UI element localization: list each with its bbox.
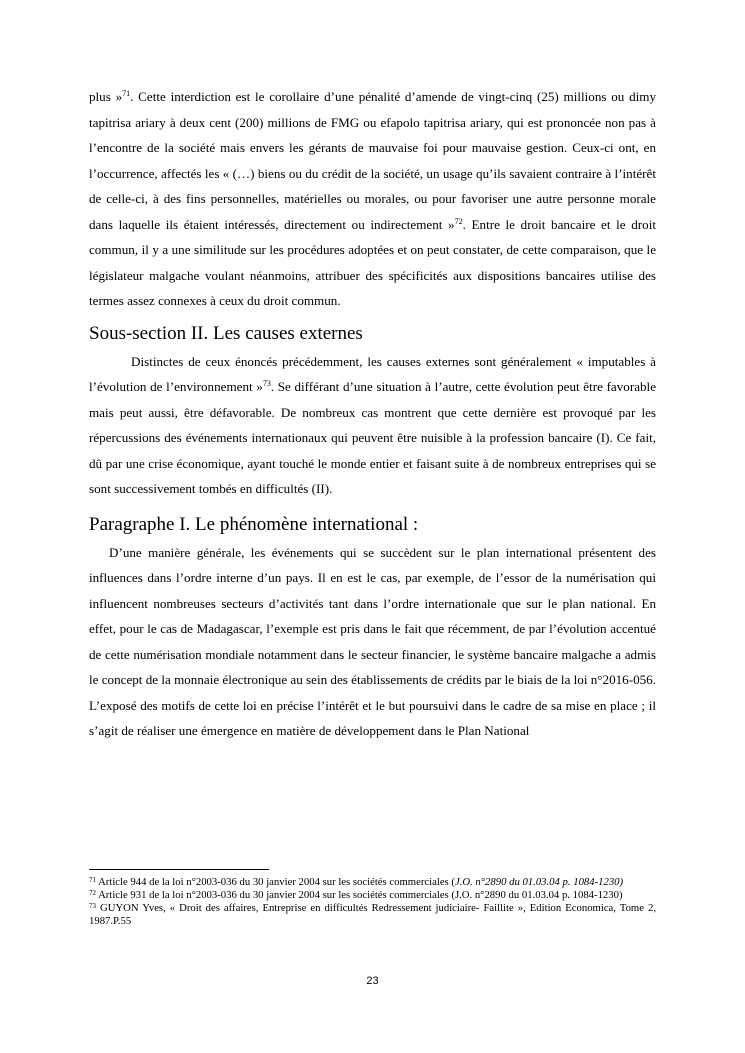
- footnote-ref-73[interactable]: 73: [262, 379, 271, 388]
- page-body: [89, 84, 656, 744]
- paragraph-1-text-b: . Cette interdiction est le corollaire d’une pénalité d’amende de vingt-cinq (25) millions ou dimy tapitrisa ariary à deux cent (200) millions de FMG ou efapolo tapitrisa ariary, qui est prononcée non pas à l’encontre de la société mais envers les gérants de mauvaise foi pour mauvaise gestion. Ceux-ci ont, en l’occurrence, affectés les « (…) biens ou du crédit de la société, un usage qu’ils savaient contraire à l’intérêt de celle-ci, à des fins personnelles, matérielles ou morales, ou pour favoriser une autre personne morale dans laquelle ils étaient intéressés, directement ou indirectement »: [89, 89, 656, 232]
- footnote-text: Article 944 de la loi n°2003-036 du 30 janvier 2004 sur les sociétés commerciales (: [96, 876, 455, 888]
- paragraph-1: [89, 84, 656, 314]
- page-number: 23: [366, 975, 379, 987]
- paragraph-2: [89, 349, 656, 502]
- heading-paragraphe: Paragraphe I. Le phénomène international :: [89, 513, 419, 535]
- paragraph-2-text-b: . Se différant d’une situation à l’autre, cette évolution peut être favorable mais peut aussi, être défavorable. De nombreux cas montrent que cette dernière est provoqué par les répercussions des événements internationaux qui peuvent être nuisible à la profession bancaire (I). Ce fait, dû par une crise économique, ayant touché le monde entier et faisant suite à de nombreux entreprises qui se sont successivement tombés en difficultés (II).: [89, 379, 656, 496]
- footnotes: [89, 876, 656, 928]
- footnote-number: 71: [89, 876, 96, 884]
- footnote-text: GUYON Yves, « Droit des affaires, Entreprise en difficultés Redressement judiciaire- Faillite », Edition Economica, Tome 2, 1987.P.55: [89, 902, 656, 927]
- footnote-71: [89, 876, 656, 889]
- footnote-number: 72: [89, 889, 96, 897]
- heading-sous-section: Sous-section II. Les causes externes: [89, 322, 363, 344]
- paragraph-3: D’une manière générale, les événements qui se succèdent sur le plan international présentent des influences dans l’ordre interne d’un pays. Il en est le cas, par exemple, de l’essor de la numérisation qui influencent nombreuses secteurs d’activités tant dans l’ordre internationale que sur le plan national. En effet, pour le cas de Madagascar, l’exemple est pris dans le fait que récemment, de par l’évolution accentué de cette numérisation mondiale notamment dans le secteur financier, le système bancaire malgache a admis le concept de la monnaie électronique au sein des établissements de crédits par le biais de la loi n°2016-056. L’exposé des motifs de cette loi en précise l’intérêt et le but poursuivi dans le cadre de sa mise en place ; il s’agit de réaliser une émergence en matière de développement dans le Plan National: [89, 544, 656, 738]
- footnote-ref-72[interactable]: 72: [454, 216, 463, 226]
- paragraph-1-text-a: plus »: [89, 89, 123, 104]
- footnote-ref-71[interactable]: 71: [122, 89, 131, 98]
- footnote-73: [89, 902, 656, 928]
- paragraph-2-text-a: Distinctes de ceux énoncés précédemment, les causes externes sont généralement « imputables à l’évolution de l’environnement »: [89, 353, 656, 394]
- footnote-separator: [89, 869, 269, 870]
- footnote-number: 73: [89, 902, 96, 910]
- footnote-italic-text: J.O. n°2890 du 01.03.04 p. 1084-1230): [454, 876, 624, 888]
- paragraph-1-text-c: . Entre le droit bancaire et le droit commun, il y a une similitude sur les procédures adoptées et on peut constater, de cette comparaison, que le législateur malgache voulant néanmoins, attribuer des spécificités aux dispositions bancaires utilise des termes assez connexes à ceux du droit commun.: [89, 216, 656, 308]
- footnote-text: Article 931 de la loi n°2003-036 du 30 janvier 2004 sur les sociétés commerciales (J.O. n°2890 du 01.03.04 p. 1084-1230): [96, 889, 623, 901]
- footnote-72: [89, 889, 656, 902]
